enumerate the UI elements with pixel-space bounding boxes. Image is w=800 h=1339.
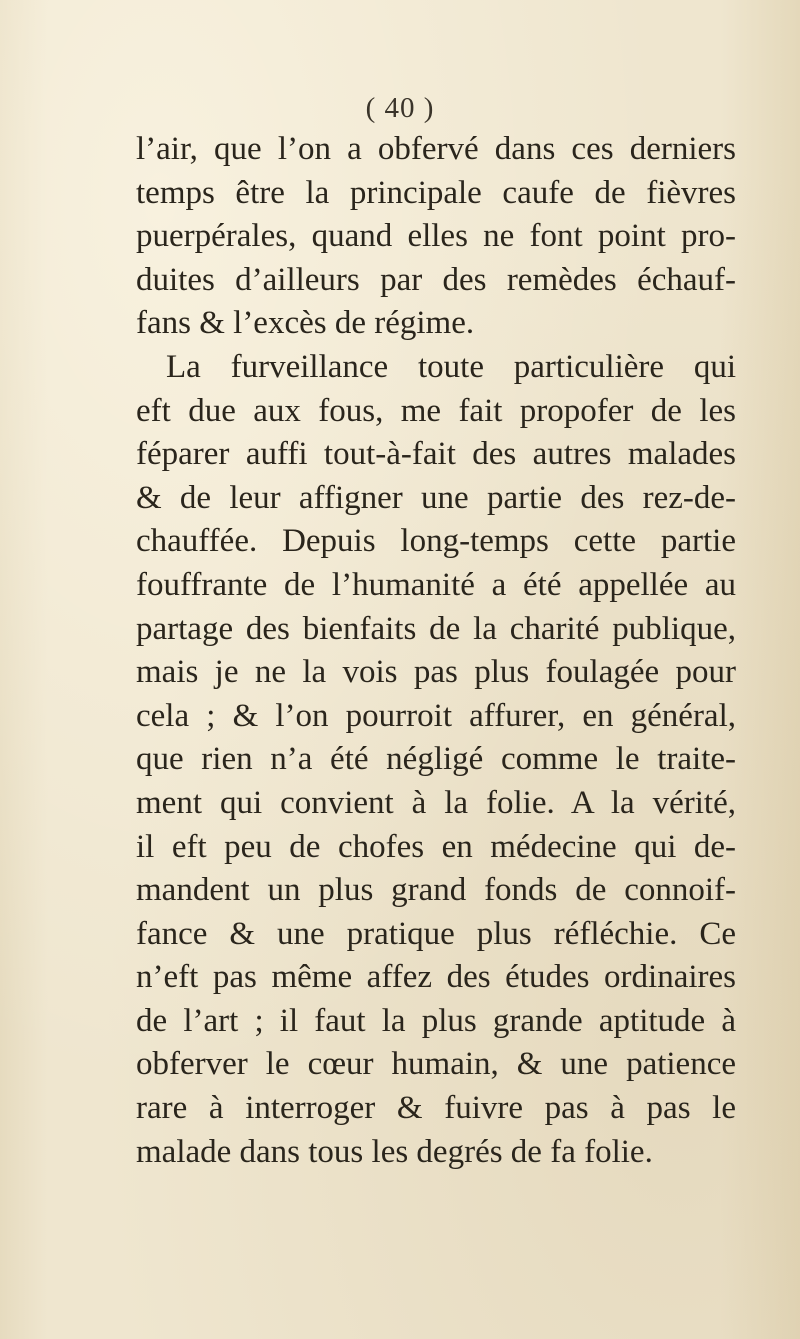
text-line: fans & l’excès de régime. — [136, 305, 475, 342]
text-line: l’air, que l’on a obfervé dans ces derniers — [136, 131, 736, 167]
text-line: rare à interroger & fuivre pas à pas le — [136, 1090, 736, 1127]
text-line: chauffée. Depuis long-temps cette partie — [136, 523, 736, 560]
page-number: ( 40 ) — [365, 92, 435, 124]
text-line: fance & une pratique plus réfléchie. Ce — [136, 915, 736, 952]
text-line: & de leur affigner une partie des rez-de- — [136, 479, 736, 516]
text-line: il eft peu de chofes en médecine qui de- — [136, 828, 736, 865]
text-line: malade dans tous les degrés de fa folie. — [136, 1133, 653, 1170]
paragraph-start-line: La furveillance toute particulière qui — [166, 348, 736, 385]
text-line: de l’art ; il faut la plus grande aptitude à — [136, 1002, 736, 1039]
text-line: que rien n’a été négligé comme le traite- — [136, 741, 736, 778]
text-line: n’eft pas même affez des études ordinaires — [136, 959, 736, 996]
text-line: mandent un plus grand fonds de connoif- — [136, 872, 736, 909]
body-text — [136, 128, 736, 1174]
text-line: temps être la principale caufe de fièvres — [136, 174, 736, 211]
text-line: ment qui convient à la folie. A la vérité, — [136, 784, 736, 821]
text-line: fouffrante de l’humanité a été appellée au — [136, 566, 736, 603]
text-line: mais je ne la vois pas plus foulagée pour — [136, 654, 736, 691]
text-line: eft due aux fous, me fait propofer de les — [136, 392, 736, 429]
text-line: obferver le cœur humain, & une patience — [136, 1046, 736, 1083]
text-line: partage des bienfaits de la charité publique, — [136, 610, 736, 647]
text-line: cela ; & l’on pourroit affurer, en général, — [136, 697, 736, 734]
text-line: féparer auffi tout-à-fait des autres malades — [136, 436, 736, 473]
text-line: puerpérales, quand elles ne font point pro- — [136, 218, 736, 255]
text-line: duites d’ailleurs par des remèdes échauf- — [136, 261, 736, 298]
